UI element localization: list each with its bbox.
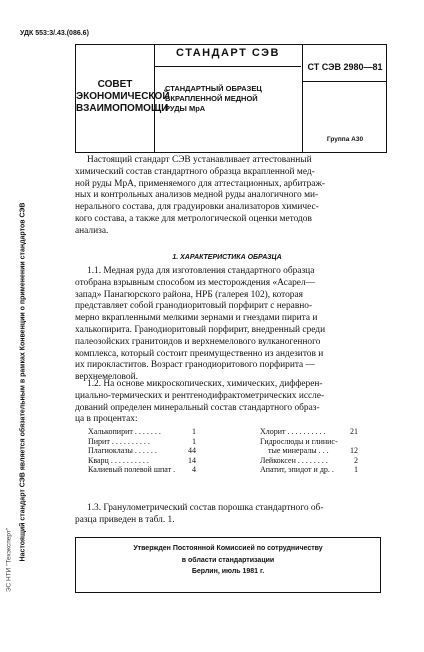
council-line: СОВЕТ — [97, 79, 133, 90]
council-cell — [76, 45, 170, 152]
divider — [303, 81, 387, 82]
mineral-value: 1 — [192, 427, 196, 436]
mineral-name: тые минералы . . . — [268, 446, 329, 456]
mineral-name: Кварц . . . . . . . . . . — [88, 455, 149, 465]
text-line: дований определен минеральный состав стандартного образ- — [75, 402, 320, 413]
standard-number: СТ СЭВ 2980—81 — [307, 62, 383, 72]
mineral-row — [260, 446, 358, 455]
mineral-row — [88, 446, 196, 455]
text-line: верхнемеловой. — [75, 372, 138, 383]
text-line: халькопирита. Гранодиоритовый порфирит, внедренный среди — [75, 324, 326, 335]
mineral-name: Гидрослюды и глинис- — [260, 436, 338, 446]
mineral-name: Пирит . . . . . . . . . . — [88, 436, 150, 446]
text-line: 1.1. Медная руда для изготовления стандартного образца — [87, 266, 315, 276]
number-cell — [302, 45, 387, 152]
text-line: запад» Панагюрского района, НРБ (галерея 102), которая — [75, 289, 303, 300]
source-stamp: ЭС НТИ "Техэксперт" — [5, 527, 13, 593]
text-line: мерно вкрапленными мелкими зернами и гнездами пирита и — [75, 313, 318, 324]
text-line: кого состава, а также для метрологической оценки методов — [75, 213, 312, 224]
paragraph-1-2 — [75, 379, 379, 426]
mineral-value: 2 — [354, 455, 358, 465]
text-line: нерального состава, для градуировки анализаторов химичес- — [75, 202, 319, 213]
intro-paragraph — [75, 155, 379, 238]
title-cell — [155, 45, 301, 152]
mineral-value: 14 — [188, 455, 196, 465]
text-line: разца приведен в табл. 1. — [75, 514, 175, 525]
mineral-value: 44 — [188, 446, 196, 456]
paragraph-1-1 — [75, 266, 379, 384]
text-line: 1.3. Гранулометрический состав порошка стандартного об- — [87, 503, 324, 513]
mineral-name: Халькопирит . . . . . . . — [88, 427, 161, 436]
text-line: палеозойских гранитоидов и верхнемелового вулканогенного — [75, 336, 321, 347]
mineral-name: Калиевый полевой шпат . — [88, 465, 176, 475]
mineral-row — [88, 427, 196, 436]
text-line: ца в процентах: — [75, 414, 138, 425]
text-line: Настоящий стандарт СЭВ устанавливает аттестованный — [87, 155, 312, 165]
text-line: комплекса, который состоит преимущественно из андезитов и — [75, 348, 324, 359]
approval-box — [75, 537, 381, 593]
approval-line: Берлин, июль 1981 г. — [191, 568, 265, 575]
group-code: Группа А30 — [326, 136, 364, 143]
mineral-name: Хлорит . . . . . . . . . . — [260, 427, 326, 436]
mineral-row — [260, 427, 358, 436]
mineral-value: 1 — [192, 436, 196, 446]
text-line: представляет собой гранодиоритовый порфирит с неравно- — [75, 301, 313, 312]
mineral-name: Плагиоклазы . . . . . . — [88, 446, 157, 456]
mineral-value: 21 — [350, 427, 358, 436]
side-margin-text: Настоящий стандарт СЭВ является обязательным в рамках Конвенции о применении стандартов СЭВ — [19, 202, 27, 562]
document-title-line: СТАНДАРТНЫЙ ОБРАЗЕЦ — [165, 84, 262, 93]
approval-line: Утвержден Постоянной Комиссией по сотрудничеству — [133, 545, 323, 552]
section-title: 1. ХАРАКТЕРИСТИКА ОБРАЗЦА — [172, 254, 282, 261]
divider — [155, 66, 301, 67]
mineral-row — [260, 456, 358, 465]
mineral-value: 4 — [192, 465, 196, 475]
text-line: анализа. — [75, 225, 109, 236]
text-line: химический состав стандартного образца вкрапленной мед- — [75, 166, 315, 177]
mineral-row — [88, 456, 196, 465]
text-line: 1.2. На основе микроскопических, химических, дифферен- — [87, 379, 323, 389]
council-name — [76, 79, 170, 115]
mineral-value: 12 — [350, 446, 358, 456]
mineral-row — [260, 437, 358, 446]
text-line: ной руды МрА, применяемого для аттестационных, арбитраж- — [75, 178, 326, 189]
text-line: ных и контрольных анализов медной руды аналогичного ми- — [75, 190, 319, 201]
approval-line: в области стандартизации — [181, 556, 275, 564]
document-title-line: РУДЫ МрА — [165, 104, 206, 113]
mineral-value: 1 — [354, 465, 358, 475]
standard-header — [75, 44, 387, 153]
mineral-row — [88, 465, 196, 474]
council-line: ВЗАИМОПОМОЩИ — [76, 103, 169, 114]
mineral-row — [88, 437, 196, 446]
mineral-name: Апатит, эпидот и др. . — [260, 465, 334, 475]
udk-code: УДК 553:3/.43.(086.6) — [20, 30, 89, 37]
council-line: ЭКОНОМИЧЕСКОЙ — [76, 91, 170, 102]
mineral-name: Лейкоксен . . . . . . . . — [260, 455, 328, 465]
text-line: отобрана взрывным способом из месторождения «Асарел— — [75, 277, 316, 288]
document-title-line: ВКРАПЛЕННОЙ МЕДНОЙ — [165, 94, 258, 103]
mineral-row — [260, 465, 358, 474]
standard-label: СТАНДАРТ СЭВ — [176, 47, 280, 59]
paragraph-1-3 — [75, 503, 379, 527]
approval-text — [76, 543, 380, 578]
text-line: циально-термических и рентгенодифрактометрических иссле- — [75, 390, 325, 401]
text-line: их пирокластитов. Возраст гранодиоритового порфирита — — [75, 360, 315, 371]
document-title — [165, 84, 295, 114]
